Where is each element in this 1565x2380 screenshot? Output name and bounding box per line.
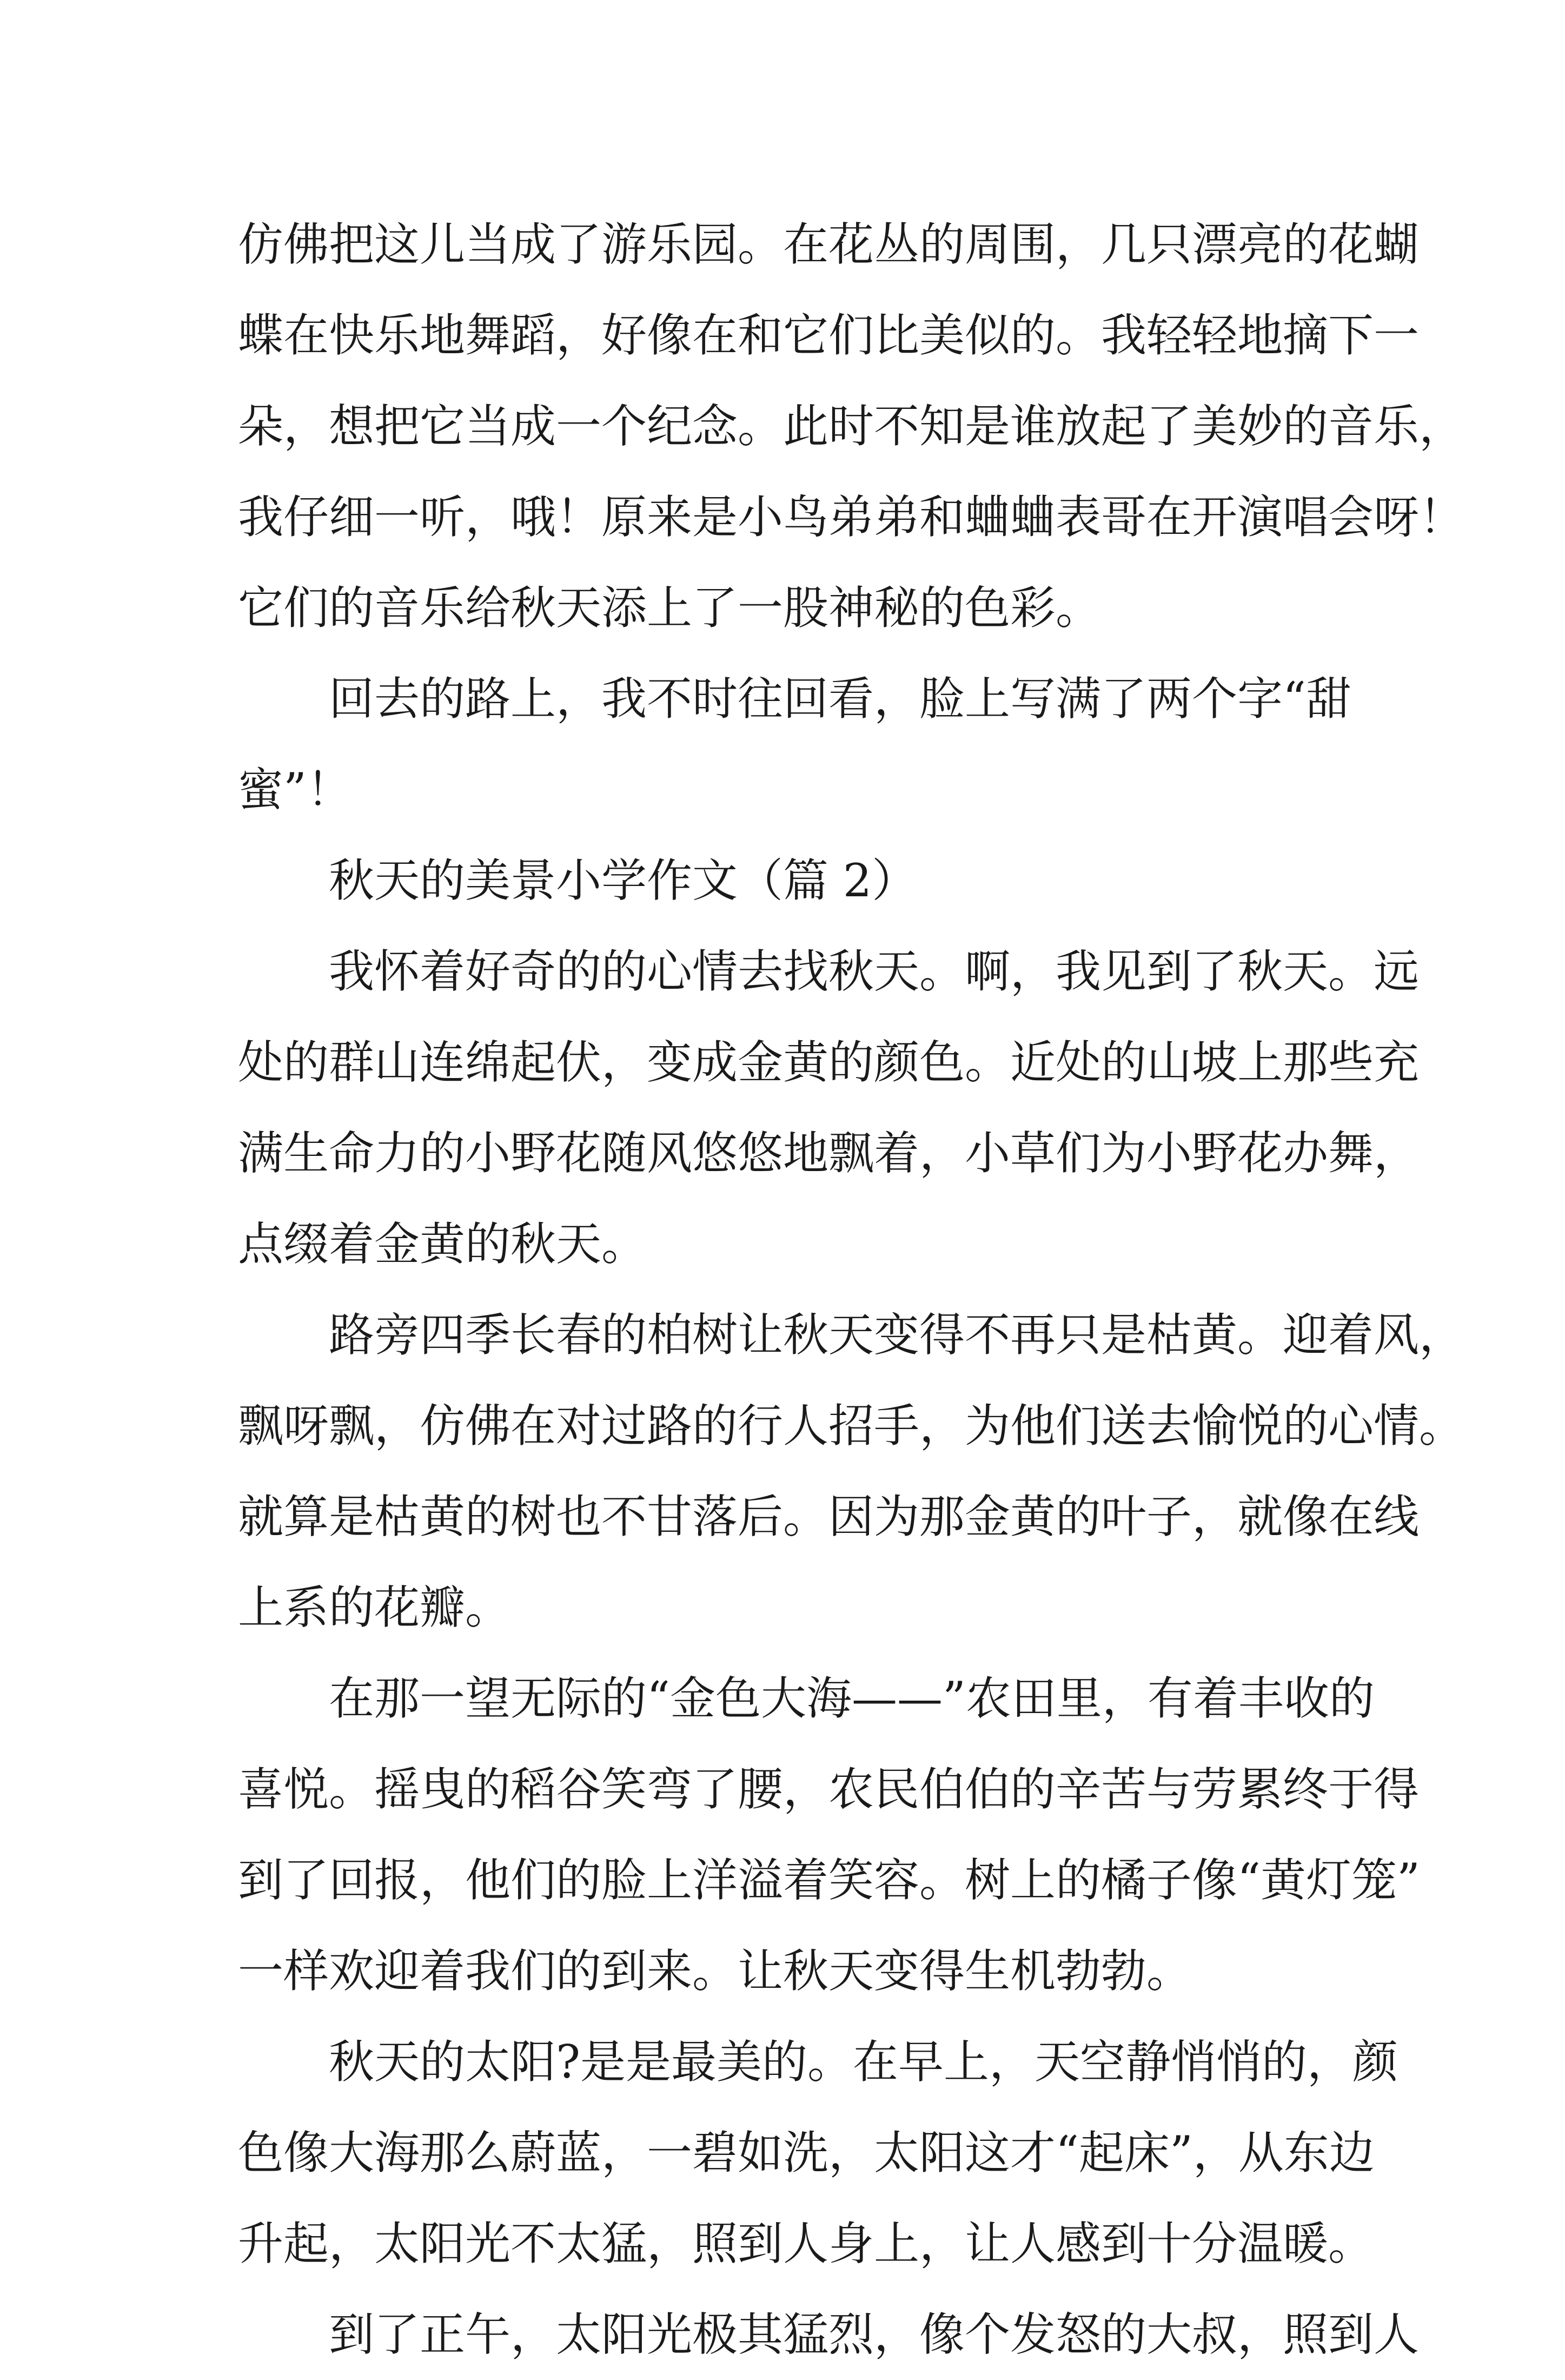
paragraph-start-line: 我怀着好奇的的心情去找秋天。啊，我见到了秋天。远	[329, 945, 1420, 998]
text-line: 仿佛把这儿当成了游乐园。在花丛的周围，几只漂亮的花蝴	[238, 218, 1420, 271]
text-line: 它们的音乐给秋天添上了一股神秘的色彩。	[238, 581, 1102, 634]
text-line: 处的群山连绵起伏，变成金黄的颜色。近处的山坡上那些充	[238, 1036, 1420, 1089]
text-line: 色像大海那么蔚蓝，一碧如洗，太阳这才“起床”，从东边	[238, 2126, 1375, 2179]
text-line: 朵，想把它当成一个纪念。此时不知是谁放起了美妙的音乐，	[238, 400, 1465, 453]
text-line: 满生命力的小野花随风悠悠地飘着，小草们为小野花办舞，	[238, 1127, 1420, 1180]
paragraph-start-line: 到了正午，太阳光极其猛烈，像个发怒的大叔，照到人	[329, 2308, 1420, 2361]
paragraph-start-line: 回去的路上，我不时往回看，脸上写满了两个字“甜	[329, 672, 1351, 725]
text-line: 蝶在快乐地舞蹈，好像在和它们比美似的。我轻轻地摘下一	[238, 309, 1420, 362]
paragraph-start-line: 在那一望无际的“金色大海——”农田里，有着丰收的	[329, 1672, 1375, 1725]
text-line: 我仔细一听，哦！原来是小鸟弟弟和蛐蛐表哥在开演唱会呀！	[238, 491, 1465, 544]
section-title: 秋天的美景小学作文（篇 2）	[329, 854, 918, 907]
text-line: 上系的花瓣。	[238, 1581, 511, 1634]
text-line: 点缀着金黄的秋天。	[238, 1218, 647, 1271]
paragraph-start-line: 秋天的太阳?是是最美的。在早上，天空静悄悄的，颜	[329, 2035, 1398, 2088]
document-body	[238, 199, 1465, 2380]
text-line: 就算是枯黄的树也不甘落后。因为那金黄的叶子，就像在线	[238, 1490, 1420, 1543]
text-line: 一样欢迎着我们的到来。让秋天变得生机勃勃。	[238, 1945, 1192, 1998]
paragraph-start-line: 路旁四季长春的柏树让秋天变得不再只是枯黄。迎着风，	[329, 1308, 1465, 1361]
text-line: 喜悦。摇曳的稻谷笑弯了腰，农民伯伯的辛苦与劳累终于得	[238, 1763, 1420, 1816]
text-line: 飘呀飘，仿佛在对过路的行人招手，为他们送去愉悦的心情。	[238, 1399, 1465, 1452]
text-line: 到了回报，他们的脸上洋溢着笑容。树上的橘子像“黄灯笼”	[238, 1854, 1420, 1907]
text-line: 升起，太阳光不太猛，照到人身上，让人感到十分温暖。	[238, 2217, 1374, 2270]
text-line: 蜜”！	[238, 763, 352, 816]
